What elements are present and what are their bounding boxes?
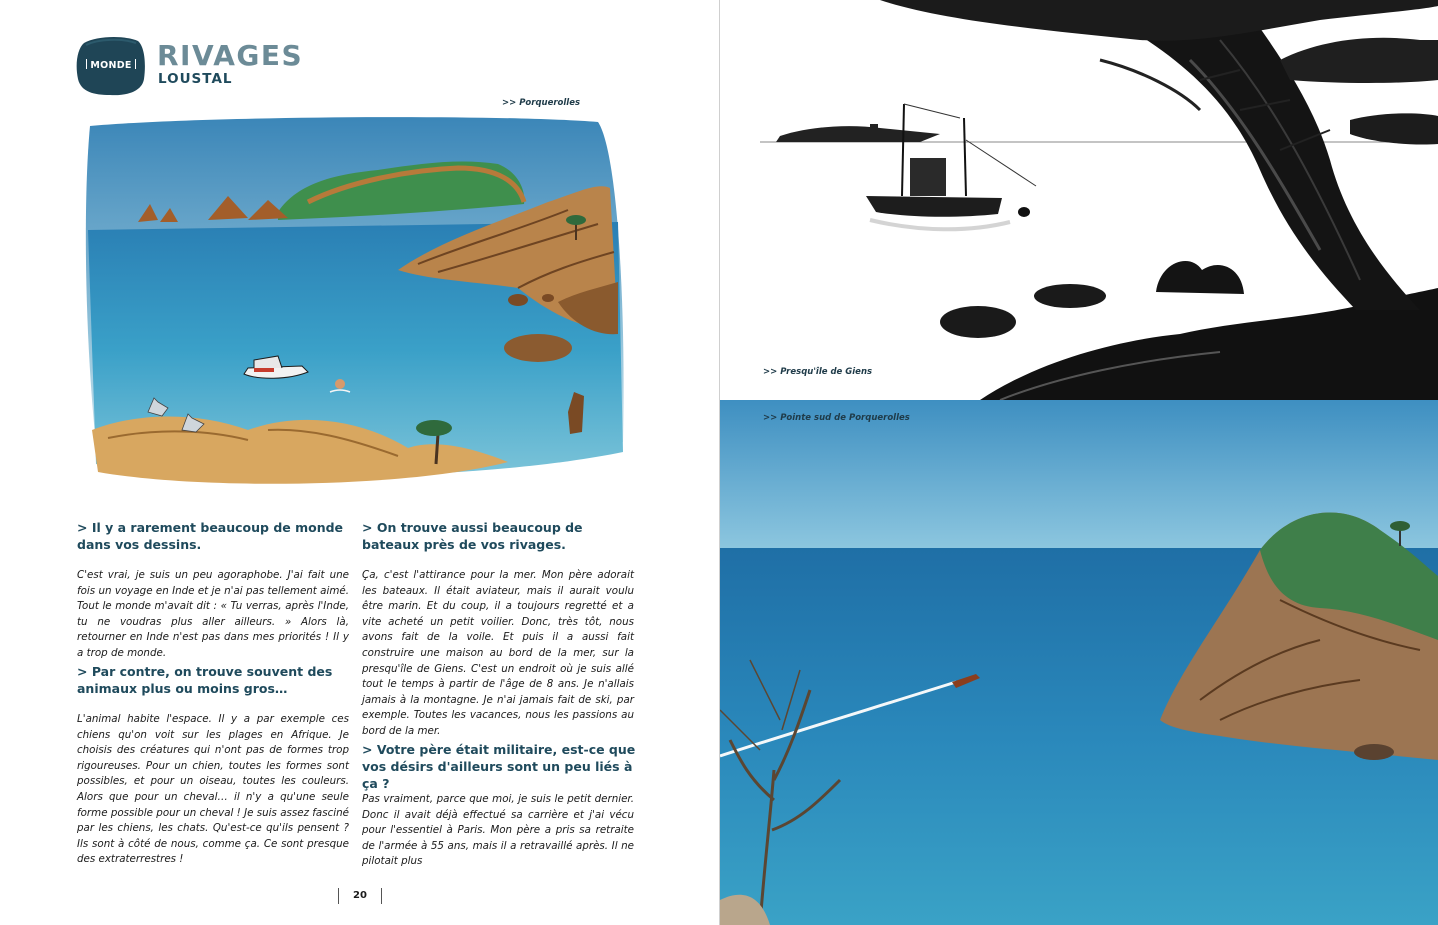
- porquerolles-bay-illustration: [78, 112, 633, 504]
- badge-label: MONDE: [76, 59, 146, 71]
- answer-4: Pas vraiment, parce que moi, je suis le petit dernier. Donc il avait déjà effectué sa carrière et j'ai vécu pour l'essentiel à Paris. Mon père a pris sa retraite de l'armée à 55 ans, mais il a retravaillé après. Il ne pilotait plus: [362, 793, 634, 868]
- caption-pointe: >> Pointe sud de Porquerolles: [763, 413, 910, 423]
- question-4: > Votre père était militaire, est-ce que vos désirs d'ailleurs sont un peu liés à ça ?: [362, 742, 636, 791]
- answer-3: Ça, c'est l'attirance pour la mer. Mon père adorait les bateaux. Il était aviateur, mais il aurait voulu être marin. Et du coup, il a toujours regretté et a vite acheté un petit voilier. Donc, très tôt, nous avons fait de la voile. Et puis il a aussi fait construire une maison au bord de la mer, sur la presqu'île de Giens. C'est un endroit où je suis allé tout le temps à partir de l'âge de 8 ans. Je n'allais jamais à la montagne. Je n'ai jamais fait de ski, par exemple. Toutes les vacances, nous les passions au bord de la mer.: [362, 569, 634, 737]
- question-3: > On trouve aussi beaucoup de bateaux près de vos rivages.: [362, 520, 583, 552]
- question-2: > Par contre, on trouve souvent des animaux plus ou moins gros…: [77, 664, 333, 696]
- porquerolles-south-panel: [720, 400, 1438, 925]
- giens-drawing-panel: [720, 0, 1438, 400]
- author-name: LOUSTAL: [158, 71, 233, 87]
- porquerolles-south-illustration: [720, 400, 1438, 925]
- question-1: > Il y a rarement beaucoup de monde dans vos dessins.: [77, 520, 344, 552]
- answer-1: C'est vrai, je suis un peu agoraphobe. J'ai fait une fois un voyage en Inde et je n'ai pas tellement aimé. Tout le monde m'avait dit : « Tu verras, après l'Inde, tu ne voudras plus aller ailleurs. » Alors là, retourner en Inde n'est pas dans mes priorités ! Il y a trop de monde.: [77, 569, 349, 659]
- section-badge: [76, 35, 146, 97]
- caption-giens: >> Presqu'île de Giens: [763, 367, 873, 377]
- giens-drawing: [720, 0, 1438, 400]
- caption-porquerolles: >> Porquerolles: [502, 98, 581, 108]
- answer-2: L'animal habite l'espace. Il y a par exemple ces chiens qu'on voit sur les plages en Afrique. Je choisis des créatures qui n'ont pas de formes trop rigoureuses. Pour un chien, toutes les formes sont possibles, et pour un oiseau, toutes les couleurs. Alors que pour un cheval… il n'y a qu'une seule forme possible pour un cheval ! Je suis assez fasciné par les chiens, les chats. Qu'est-ce qu'ils pensent ? Ils sont à côté de nous, comme ça. Ce sont presque des extraterrestres !: [77, 713, 349, 866]
- page-title: RIVAGES: [157, 39, 304, 72]
- page-number: 20: [338, 888, 382, 904]
